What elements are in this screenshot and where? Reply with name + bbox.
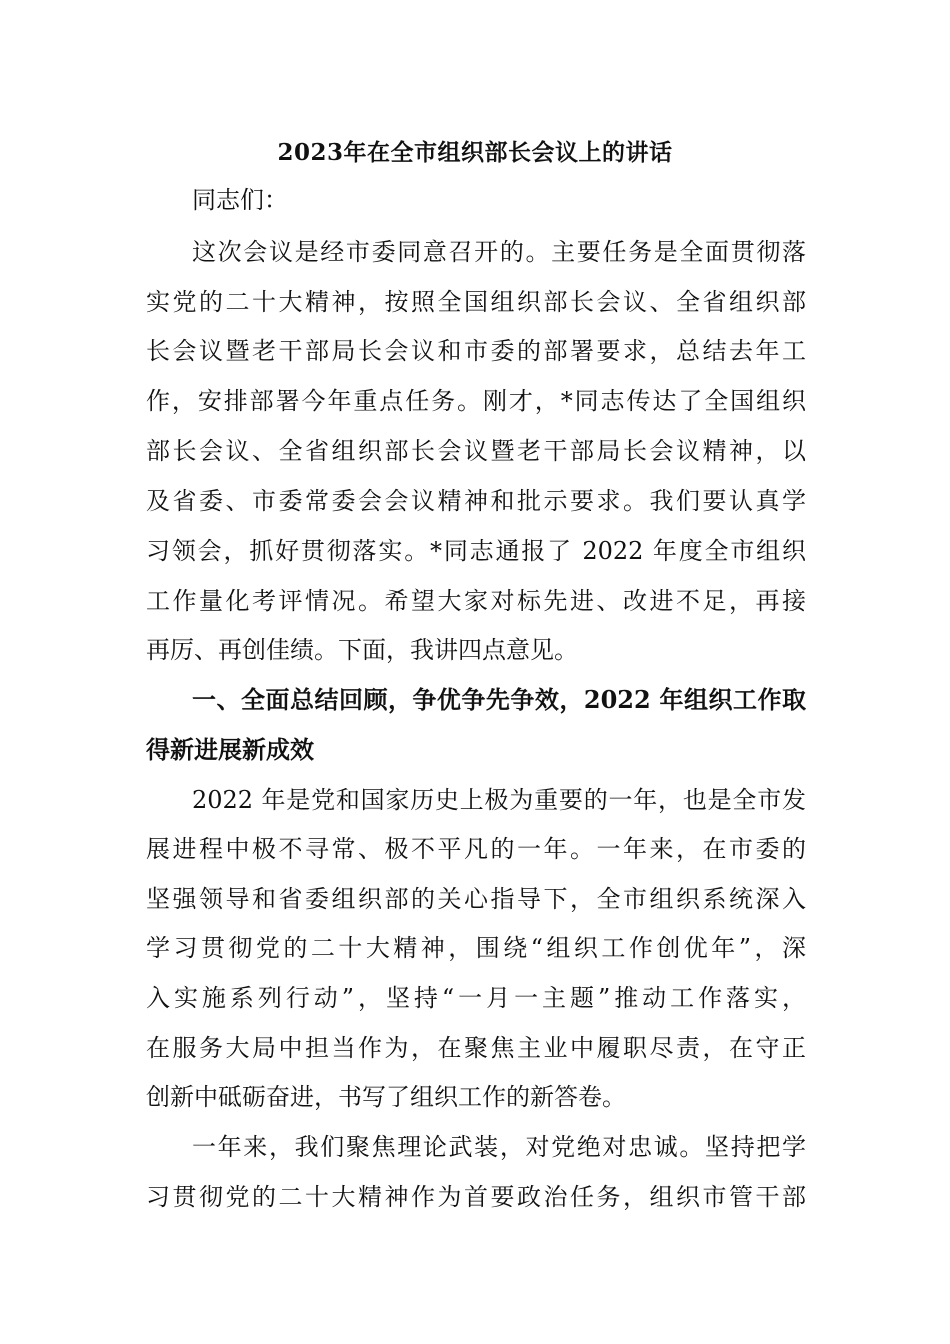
paragraph-line: 习领会，抓好贯彻落实。*同志通报了 2022 年度全市组织 xyxy=(146,537,806,565)
section-heading: 一、全面总结回顾，争优争先争效，2022 年组织工作取 xyxy=(192,685,806,714)
salutation: 同志们： xyxy=(192,186,288,214)
paragraph-line: 一年来，我们聚焦理论武装，对党绝对忠诚。坚持把学 xyxy=(192,1133,806,1161)
paragraph-line: 坚强领导和省委组织部的关心指导下，全市组织系统深入 xyxy=(146,885,806,913)
paragraph-line: 作，安排部署今年重点任务。刚才，*同志传达了全国组织 xyxy=(146,387,806,415)
paragraph-line: 长会议暨老干部局长会议和市委的部署要求，总结去年工 xyxy=(146,337,806,365)
paragraph-line: 实党的二十大精神，按照全国组织部长会议、全省组织部 xyxy=(146,288,806,316)
paragraph-line: 在服务大局中担当作为，在聚焦主业中履职尽责，在守正 xyxy=(146,1034,806,1062)
document-title: 2023年在全市组织部长会议上的讲话 xyxy=(277,139,673,166)
paragraph-line: 创新中砥砺奋进，书写了组织工作的新答卷。 xyxy=(146,1083,626,1111)
paragraph-line: 习贯彻党的二十大精神作为首要政治任务，组织市管干部 xyxy=(146,1183,806,1211)
paragraph-line: 学习贯彻党的二十大精神，围绕“组织工作创优年”，深 xyxy=(146,934,806,962)
paragraph-line: 再厉、再创佳绩。下面，我讲四点意见。 xyxy=(146,636,578,664)
paragraph-line: 工作量化考评情况。希望大家对标先进、改进不足，再接 xyxy=(146,587,806,615)
paragraph-line: 2022 年是党和国家历史上极为重要的一年，也是全市发 xyxy=(192,786,806,814)
paragraph-line: 及省委、市委常委会会议精神和批示要求。我们要认真学 xyxy=(146,487,806,515)
paragraph-line: 这次会议是经市委同意召开的。主要任务是全面贯彻落 xyxy=(192,238,806,266)
paragraph-line: 展进程中极不寻常、极不平凡的一年。一年来，在市委的 xyxy=(146,835,806,863)
paragraph-line: 部长会议、全省组织部长会议暨老干部局长会议精神，以 xyxy=(146,437,806,465)
paragraph-line: 入实施系列行动”，坚持“一月一主题”推动工作落实， xyxy=(146,984,806,1012)
section-heading: 得新进展新成效 xyxy=(146,735,314,764)
